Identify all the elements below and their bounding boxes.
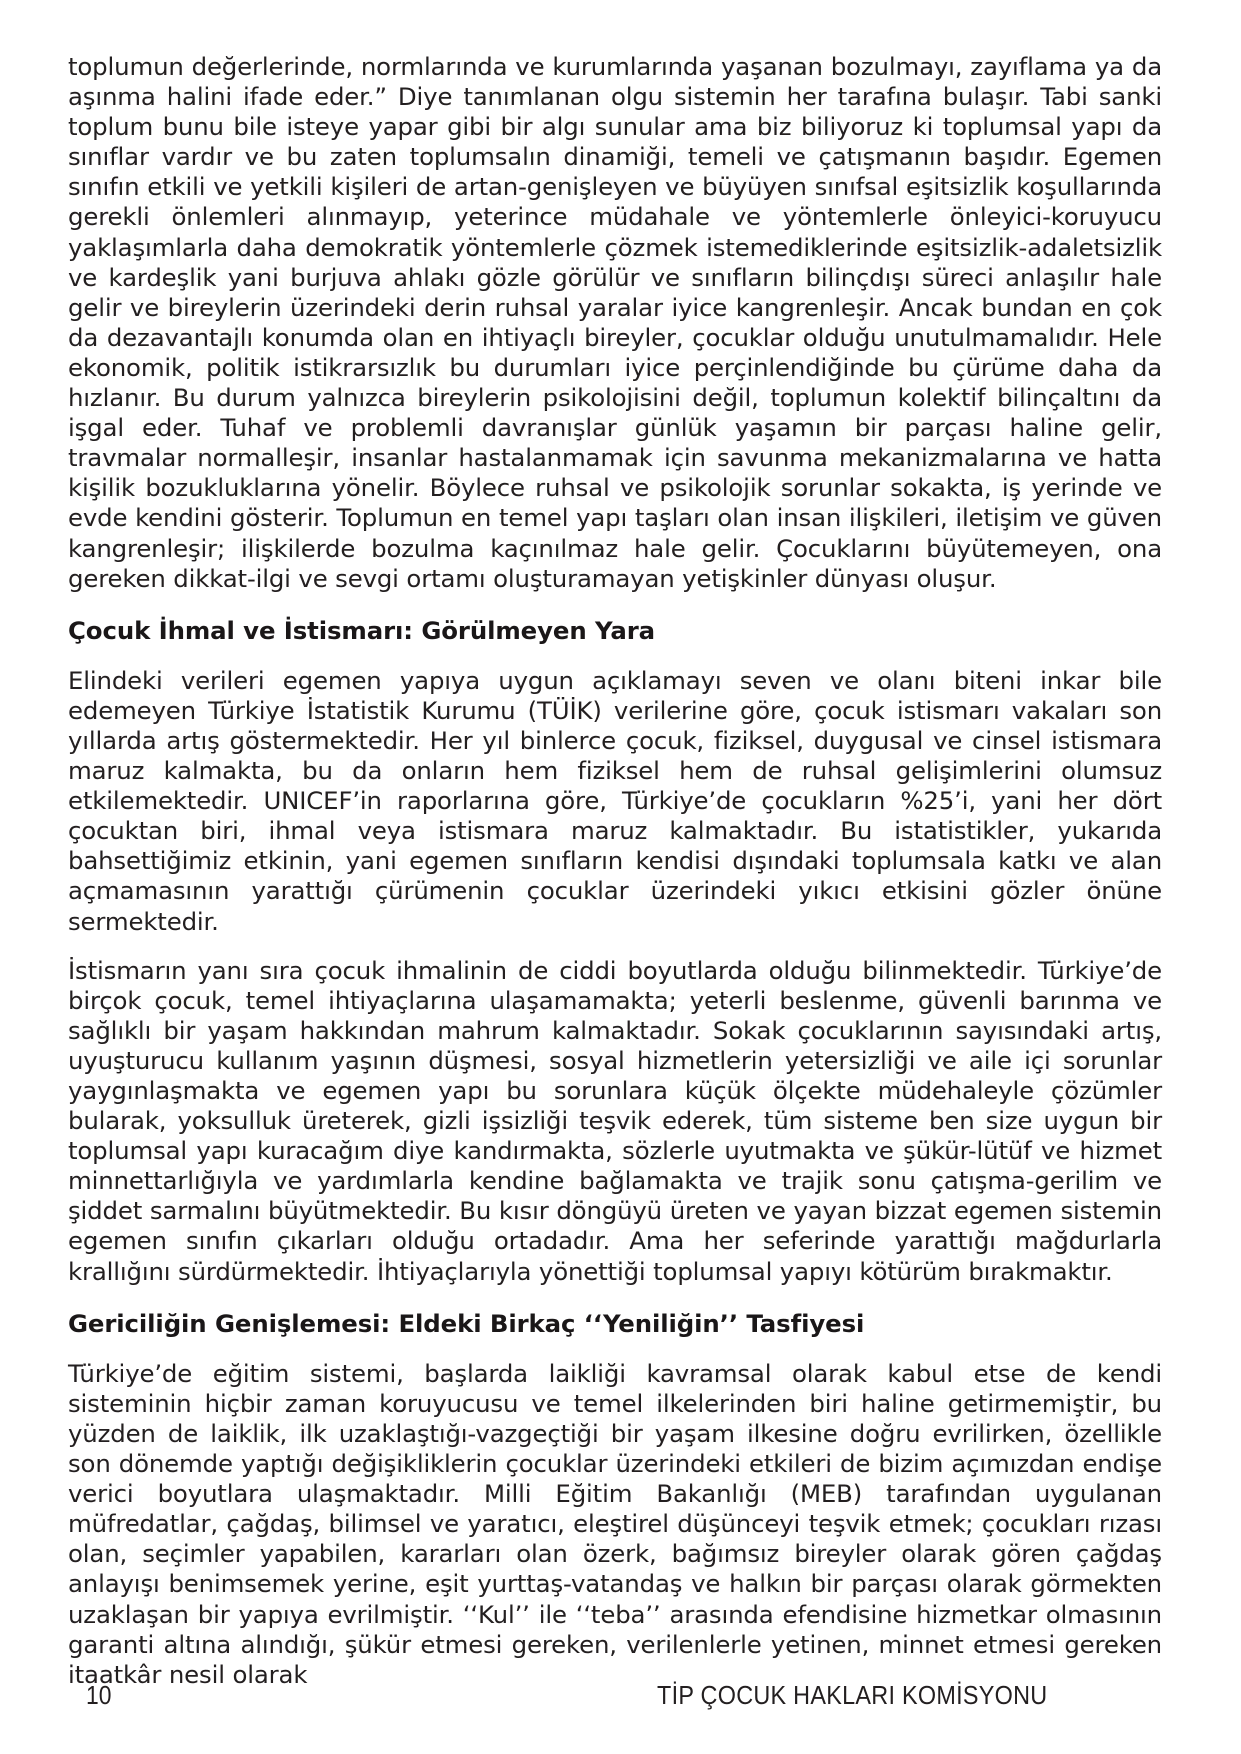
paragraph-tuik-statistics: Elindeki verileri egemen yapıya uygun açıklamayı seven ve olanı biteni inkar bile edemeyen Türkiye İstatistik Kurumu (TÜİK) verilerine göre, çocuk istismarı vakaları son yıllarda artış göstermektedir. Her yıl binlerce çocuk, fiziksel, duygusal ve cinsel istismara maruz kalmakta, bu da onların hem fiziksel hem de ruhsal gelişimlerini olumsuz etkilemektedir. UNICEF’in raporlarına göre, Türkiye’de çocukların %25’i, yani her dört çocuktan biri, ihmal veya istismara maruz kalmaktadır. Bu istatistikler, yukarıda bahsettiğimiz etkinin, yani egemen sınıfların kendisi dışındaki toplumsala katkı ve alan açmamasının yarattığı çürümenin çocuklar üzerindeki yıkıcı etkisini gözler önüne sermektedir. — [68, 665, 1162, 936]
footer-organization-name: TİP ÇOCUK HAKLARI KOMİSYONU — [657, 1680, 1048, 1710]
page-content-column — [68, 52, 1162, 1690]
page-footer — [0, 1680, 1241, 1730]
paragraph-child-neglect-scope: İstismarın yanı sıra çocuk ihmalinin de ciddi boyutlarda olduğu bilinmektedir. Türkiye’de birçok çocuk, temel ihtiyaçlarına ulaşamamakta; yeterli beslenme, güvenli barınma ve sağlıklı bir yaşam hakkından mahrum kalmaktadır. Sokak çocuklarının sayısındaki artış, uyuşturucu kullanım yaşının düşmesi, sosyal hizmetlerin yetersizliği ve aile içi sorunlar yaygınlaşmakta ve egemen yapı bu sorunlara küçük ölçekte müdehaleyle çözümler bularak, yoksulluk üreterek, gizli işsizliği teşvik ederek, tüm sisteme ben size uygun bir toplumsal yapı kuracağım diye kandırmakta, sözlerle uyutmakta ve şükür-lütüf ve hizmet minnettarlığıyla ve yardımlarla kendine bağlamakta ve trajik sonu çatışma-gerilim ve şiddet sarmalını büyütmektedir. Bu kısır döngüyü üreten ve yayan bizzat egemen sistemin egemen sınıfın çıkarları olduğu ortadadır. Ama her seferinde yarattığı mağdurlarla krallığını sürdürmektedir. İhtiyaçlarıyla yönettiği toplumsal yapıyı kötürüm bırakmaktır. — [68, 955, 1162, 1286]
paragraph-opening: toplumun değerlerinde, normlarında ve kurumlarında yaşanan bozulmayı, zayıflama ya da aşınma halini ifade eder.” Diye tanımlanan olgu sistemin her tarafına bulaşır. Tabi sanki toplum bunu bile isteye yapar gibi bir algı sunular ama biz biliyoruz ki toplumsal yapı da sınıflar vardır ve bu zaten toplumsalın dinamiği, temeli ve çatışmanın başıdır. Egemen sınıfın etkili ve yetkili kişileri de artan-genişleyen ve büyüyen sınıfsal eşitsizlik koşullarında gerekli önlemleri alınmayıp, yeterince müdahale ve yöntemlerle önleyici-koruyucu yaklaşımlarla daha demokratik yöntemlerle çözmek istemediklerinde eşitsizlik-adaletsizlik ve kardeşlik yani burjuva ahlakı gözle görülür ve sınıfların bilinçdışı süreci anlaşılır hale gelir ve bireylerin üzerindeki derin ruhsal yaralar iyice kangrenleşir. Ancak bundan en çok da dezavantajlı konumda olan en ihtiyaçlı bireyler, çocuklar olduğu unutulmamalıdır. Hele ekonomik, politik istikrarsızlık bu durumları iyice perçinlendiğinde bu çürüme daha da hızlanır. Bu durum yalnızca bireylerin psikolojisini değil, toplumun kolektif bilinçaltını da işgal eder. Tuhaf ve problemli davranışlar günlük yaşamın bir parçası haline gelir, travmalar normalleşir, insanlar hastalanmamak için savunma mekanizmalarına ve hatta kişilik bozukluklarına yönelir. Böylece ruhsal ve psikolojik sorunlar sokakta, iş yerinde ve evde kendini gösterir. Toplumun en temel yapı taşları olan insan ilişkileri, iletişim ve güven kangrenleşir; ilişkilerde bozulma kaçınılmaz hale gelir. Çocuklarını büyütemeyen, ona gereken dikkat-ilgi ve sevgi ortamı oluşturamayan yetişkinler dünyası oluşur. — [68, 52, 1162, 593]
section-heading-reactionism-expansion: Gericiliğin Genişlemesi: Eldeki Birkaç ‘‘Yeniliğin’’ Tasfiyesi — [68, 1308, 865, 1338]
heading-block-reactionism — [68, 1309, 1162, 1339]
section-heading-child-neglect-abuse: Çocuk İhmal ve İstismarı: Görülmeyen Yara — [68, 615, 655, 645]
heading-block-child-neglect — [68, 616, 1162, 646]
footer-page-number: 10 — [86, 1680, 112, 1710]
paragraph-education-secularism: Türkiye’de eğitim sistemi, başlarda laikliği kavramsal olarak kabul etse de kendi sisteminin hiçbir zaman koruyucusu ve temel ilkelerinden biri haline getirmemiştir, bu yüzden de laiklik, ilk uzaklaştığı-vazgeçtiği bir yaşam ilkesine doğru evrilirken, özellikle son dönemde yaptığı değişikliklerin çocuklar üzerindeki etkileri de bizim açımızdan endişe verici boyutlara ulaşmaktadır. Milli Eğitim Bakanlığı (MEB) tarafından uygulanan müfredatlar, çağdaş, bilimsel ve yaratıcı, eleştirel düşünceyi teşvik etmek; çocukları rızası olan, seçimler yapabilen, kararları olan özerk, bağımsız bireyler olarak gören çağdaş anlayışı benimsemek yerine, eşit yurttaş-vatandaş ve halkın bir parçası olarak görmekten uzaklaşan bir yapıya evrilmiştir. ‘‘Kul’’ ile ‘‘teba’’ arasında efendisine hizmetkar olmasının garanti altına alındığı, şükür etmesi gereken, verilenlerle yetinen, minnet etmesi gereken itaatkâr nesil olarak — [68, 1358, 1162, 1689]
